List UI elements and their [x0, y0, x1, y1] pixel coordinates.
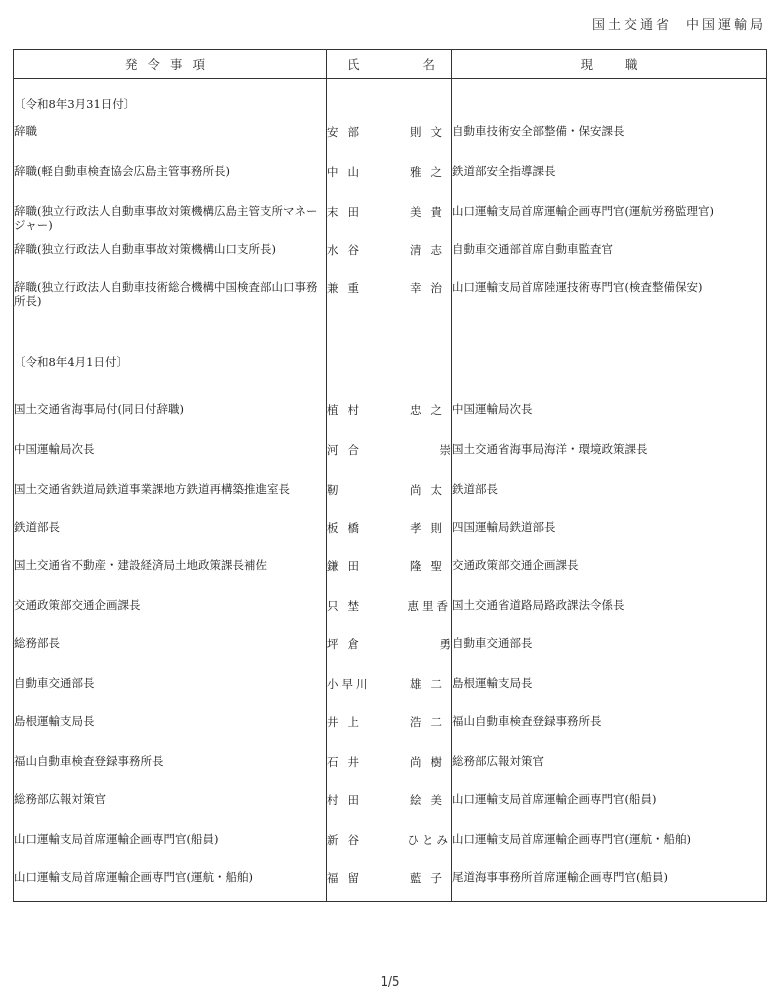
given-name: 清志	[410, 243, 451, 257]
current-post-cell: 自動車交通部長	[452, 629, 767, 669]
family-name: 石井	[327, 755, 368, 769]
family-name: 新谷	[327, 833, 368, 847]
section-date: 〔令和8年4月1日付〕	[14, 351, 327, 395]
given-name: 絵美	[410, 793, 451, 807]
given-name: 雄二	[410, 677, 451, 691]
family-name: 只埜	[327, 599, 368, 613]
column-header-name-right: 名	[422, 57, 435, 72]
appointment-cell: 辞職(独立行政法人自動車事故対策機構山口支所長)	[14, 235, 327, 273]
name-cell	[327, 551, 452, 591]
current-post-cell: 山口運輸支局首席運輸企画専門官(運航・船舶)	[452, 825, 767, 863]
appointment-cell: 辞職(独立行政法人自動車技術総合機構中国検査部山口事務所長)	[14, 273, 327, 311]
name-cell	[327, 825, 452, 863]
table-row	[14, 157, 767, 197]
name-cell	[327, 591, 452, 629]
appointment-cell: 中国運輸局次長	[14, 435, 327, 475]
current-post-cell: 島根運輸支局長	[452, 669, 767, 707]
name-cell	[327, 513, 452, 551]
current-post-cell: 交通政策部交通企画課長	[452, 551, 767, 591]
issuing-organization	[592, 14, 766, 33]
current-post-cell: 山口運輸支局首席運輸企画専門官(運航労務監理官)	[452, 197, 767, 235]
section-date-row	[14, 351, 767, 395]
person-name	[327, 598, 451, 614]
bureau-name: 中国運輸局	[685, 18, 766, 33]
current-post-cell: 鉄道部安全指導課長	[452, 157, 767, 197]
name-cell	[327, 117, 452, 157]
given-name: 浩二	[410, 715, 451, 729]
appointment-cell: 交通政策部交通企画課長	[14, 591, 327, 629]
appointment-cell: 国土交通省海事局付(同日付辞職)	[14, 395, 327, 435]
name-cell	[327, 273, 452, 311]
current-post-cell: 中国運輸局次長	[452, 395, 767, 435]
given-name: 美貴	[410, 205, 451, 219]
given-name: ひとみ	[407, 833, 451, 847]
given-name: 尚太	[410, 483, 451, 497]
current-post-cell: 国土交通省海事局海洋・環境政策課長	[452, 435, 767, 475]
table-row	[14, 513, 767, 551]
family-name: 坪倉	[327, 637, 368, 651]
person-name	[327, 870, 451, 886]
person-name	[327, 754, 451, 770]
given-name: 尚樹	[410, 755, 451, 769]
appointment-cell: 鉄道部長	[14, 513, 327, 551]
person-name	[327, 242, 451, 258]
table-row	[14, 435, 767, 475]
name-cell	[327, 197, 452, 235]
name-cell	[327, 785, 452, 825]
column-header-event-label: 発令事項	[124, 57, 215, 72]
family-name: 村田	[327, 793, 368, 807]
name-cell	[327, 629, 452, 669]
person-name	[327, 442, 451, 458]
name-cell	[327, 475, 452, 513]
current-post-cell: 総務部広報対策官	[452, 747, 767, 785]
appointment-cell: 国土交通省不動産・建設経済局土地政策課長補佐	[14, 551, 327, 591]
table-row	[14, 197, 767, 235]
current-post-cell: 尾道海事事務所首席運輸企画専門官(船員)	[452, 863, 767, 902]
given-name: 則文	[410, 125, 451, 139]
appointment-cell: 島根運輸支局長	[14, 707, 327, 747]
person-name	[327, 676, 451, 692]
table-row	[14, 273, 767, 311]
appointment-cell: 辞職(軽自動車検査協会広島主管事務所長)	[14, 157, 327, 197]
current-post-cell: 鉄道部長	[452, 475, 767, 513]
given-name: 孝則	[410, 521, 451, 535]
name-cell	[327, 395, 452, 435]
name-cell	[327, 669, 452, 707]
person-name	[327, 164, 451, 180]
person-name	[327, 402, 451, 418]
person-name	[327, 636, 451, 652]
table-row	[14, 395, 767, 435]
person-name	[327, 280, 451, 296]
family-name: 兼重	[327, 281, 368, 295]
family-name: 小早川	[327, 677, 371, 691]
current-post-cell: 国土交通省道路局路政課法令係長	[452, 591, 767, 629]
personnel-table	[13, 49, 767, 902]
current-post-cell: 福山自動車検査登録事務所長	[452, 707, 767, 747]
name-cell	[327, 435, 452, 475]
column-header-current-post	[452, 50, 767, 79]
given-name: 崇	[439, 443, 451, 457]
family-name: 福留	[327, 871, 368, 885]
spacer-row	[14, 79, 767, 94]
column-header-event	[14, 50, 327, 79]
given-name: 隆聖	[410, 559, 451, 573]
appointment-cell: 山口運輸支局首席運輸企画専門官(運航・船舶)	[14, 863, 327, 902]
given-name: 藍子	[410, 871, 451, 885]
person-name	[327, 714, 451, 730]
empty-cell	[327, 93, 452, 117]
spacer-cell	[327, 311, 452, 351]
table-row	[14, 551, 767, 591]
table-row	[14, 629, 767, 669]
name-cell	[327, 157, 452, 197]
family-name: 河合	[327, 443, 368, 457]
appointment-cell: 山口運輸支局首席運輸企画専門官(船員)	[14, 825, 327, 863]
person-name	[327, 792, 451, 808]
given-name: 忠之	[410, 403, 451, 417]
name-cell	[327, 707, 452, 747]
family-name: 安部	[327, 125, 368, 139]
table-row	[14, 825, 767, 863]
person-name	[327, 832, 451, 848]
family-name: 井上	[327, 715, 368, 729]
section-date: 〔令和8年3月31日付〕	[14, 93, 327, 117]
appointment-cell: 総務部広報対策官	[14, 785, 327, 825]
column-header-name-left: 氏	[347, 57, 360, 72]
current-post-cell: 山口運輸支局首席陸運技術専門官(検査整備保安)	[452, 273, 767, 311]
empty-cell	[452, 351, 767, 395]
ministry-name: 国土交通省	[591, 18, 672, 33]
person-name	[327, 520, 451, 536]
table-row	[14, 707, 767, 747]
table-row	[14, 747, 767, 785]
spacer-cell	[14, 79, 327, 94]
appointment-cell: 総務部長	[14, 629, 327, 669]
name-cell	[327, 235, 452, 273]
table-row	[14, 475, 767, 513]
family-name: 水谷	[327, 243, 368, 257]
current-post-cell: 四国運輸局鉄道部長	[452, 513, 767, 551]
page-number: 1/5	[380, 975, 400, 990]
spacer-cell	[327, 79, 452, 94]
given-name: 幸治	[410, 281, 451, 295]
person-name	[327, 558, 451, 574]
section-date-row	[14, 93, 767, 117]
family-name: 中山	[327, 165, 368, 179]
spacer-row	[14, 311, 767, 351]
table-body	[14, 79, 767, 902]
appointment-cell: 自動車交通部長	[14, 669, 327, 707]
family-name: 靭	[327, 483, 339, 497]
table-row	[14, 669, 767, 707]
appointment-cell: 辞職(独立行政法人自動車事故対策機構広島主管支所マネージャー)	[14, 197, 327, 235]
family-name: 末田	[327, 205, 368, 219]
person-name	[327, 124, 451, 140]
table-header-row	[14, 50, 767, 79]
current-post-cell: 山口運輸支局首席運輸企画専門官(船員)	[452, 785, 767, 825]
spacer-cell	[452, 79, 767, 94]
family-name: 鎌田	[327, 559, 368, 573]
name-cell	[327, 863, 452, 902]
appointment-cell: 福山自動車検査登録事務所長	[14, 747, 327, 785]
person-name	[327, 482, 451, 498]
column-header-current-post-label: 現職	[580, 57, 670, 72]
spacer-cell	[14, 311, 327, 351]
spacer-cell	[452, 311, 767, 351]
appointment-cell: 国土交通省鉄道局鉄道事業課地方鉄道再構築推進室長	[14, 475, 327, 513]
table-row	[14, 235, 767, 273]
current-post-cell: 自動車技術安全部整備・保安課長	[452, 117, 767, 157]
appointment-cell: 辞職	[14, 117, 327, 157]
given-name: 雅之	[410, 165, 451, 179]
person-name	[327, 204, 451, 220]
empty-cell	[327, 351, 452, 395]
family-name: 板橋	[327, 521, 368, 535]
table-row	[14, 863, 767, 902]
empty-cell	[452, 93, 767, 117]
table-row	[14, 117, 767, 157]
name-cell	[327, 747, 452, 785]
current-post-cell: 自動車交通部首席自動車監査官	[452, 235, 767, 273]
column-header-name	[327, 50, 452, 79]
table-row	[14, 591, 767, 629]
given-name: 恵里香	[407, 599, 451, 613]
table-row	[14, 785, 767, 825]
family-name: 植村	[327, 403, 368, 417]
given-name: 勇	[439, 637, 451, 651]
